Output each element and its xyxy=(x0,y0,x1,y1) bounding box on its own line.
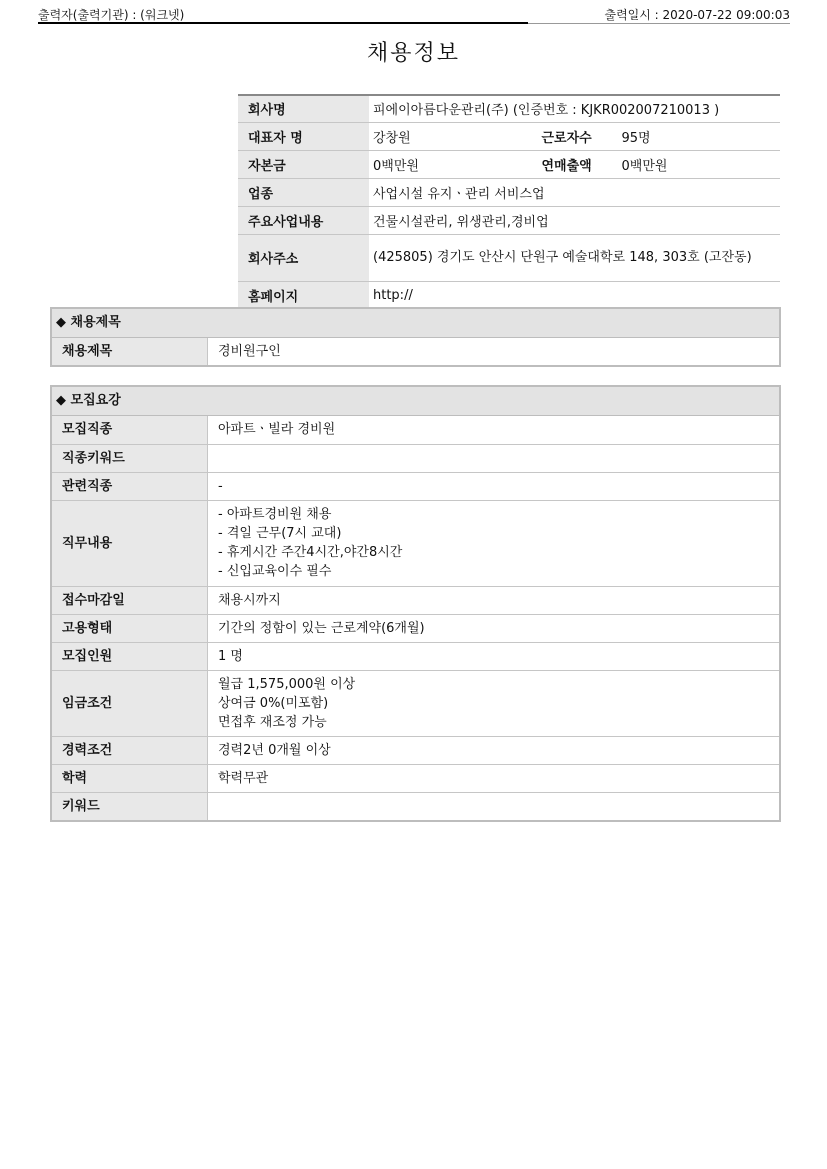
value-line: 기간의 정함이 있는 근로계약(6개월) xyxy=(218,620,425,636)
homepage-label: 홈페이지 xyxy=(238,281,369,309)
row-value xyxy=(208,500,780,586)
capital-value: 0백만원 xyxy=(369,150,532,178)
address-label: 회사주소 xyxy=(238,234,369,281)
job-title-section xyxy=(50,307,781,367)
value-line: - 신입교육이수 필수 xyxy=(218,564,332,579)
value-line: 아파트ㆍ빌라 경비원 xyxy=(218,422,336,438)
value-line: - 휴게시간 주간4시간,야간8시간 xyxy=(218,545,403,560)
capital-label: 자본금 xyxy=(238,150,369,178)
output-time: 출력일시 : 2020-07-22 09:00:03 xyxy=(604,8,790,22)
requirements-heading: ◆ 모집요강 xyxy=(52,387,779,416)
table-row xyxy=(52,416,779,444)
row-label: 경력조건 xyxy=(52,736,208,764)
value-line: 월급 1,575,000원 이상 xyxy=(218,676,356,692)
value-line: 학력무관 xyxy=(218,770,269,786)
company-row-name xyxy=(238,95,780,122)
table-row xyxy=(52,792,779,820)
row-value xyxy=(208,444,780,472)
employees-value: 95명 xyxy=(618,122,781,150)
value-line: 채용시까지 xyxy=(218,592,281,608)
business-label: 주요사업내용 xyxy=(238,206,369,234)
job-title-row xyxy=(52,338,779,365)
row-value xyxy=(208,472,780,500)
row-value xyxy=(208,614,780,642)
table-row xyxy=(52,764,779,792)
row-label: 직무내용 xyxy=(52,500,208,586)
company-row-business xyxy=(238,206,780,234)
requirements-table xyxy=(52,416,779,820)
row-label: 모집인원 xyxy=(52,642,208,670)
row-label: 키워드 xyxy=(52,792,208,820)
value-line: - 아파트경비원 채용 xyxy=(218,507,332,522)
row-value xyxy=(208,586,780,614)
ceo-label: 대표자 명 xyxy=(238,122,369,150)
industry-value: 사업시설 유지ㆍ관리 서비스업 xyxy=(369,178,780,206)
revenue-label: 연매출액 xyxy=(532,150,618,178)
company-name: 피에이아름다운관리(주) (인증번호 : KJKR002007210013 ) xyxy=(369,95,780,122)
row-value xyxy=(208,642,780,670)
company-row-ceo xyxy=(238,122,780,150)
job-title-heading: ◆ 채용제목 xyxy=(52,309,779,338)
row-label: 관련직종 xyxy=(52,472,208,500)
page-title: 채용정보 xyxy=(366,41,460,66)
value-line: 상여금 0%(미포함) xyxy=(218,695,329,711)
value-line: 면접후 재조정 가능 xyxy=(218,714,327,730)
company-info-table xyxy=(238,94,780,310)
output-by: 출력자(출력기관) : (워크넷) xyxy=(38,8,185,22)
revenue-value: 0백만원 xyxy=(618,150,781,178)
header-divider-bold xyxy=(38,22,528,24)
value-line: 경력2년 0개월 이상 xyxy=(218,742,331,758)
table-row xyxy=(52,586,779,614)
table-row xyxy=(52,642,779,670)
row-value xyxy=(208,736,780,764)
requirements-section xyxy=(50,385,781,822)
table-row xyxy=(52,500,779,586)
homepage-link[interactable]: http:// xyxy=(369,281,780,309)
value-line: - xyxy=(218,478,223,494)
row-label: 학력 xyxy=(52,764,208,792)
industry-label: 업종 xyxy=(238,178,369,206)
row-value xyxy=(208,792,780,820)
company-name-label: 회사명 xyxy=(238,95,369,122)
table-row xyxy=(52,736,779,764)
company-row-homepage xyxy=(238,281,780,309)
table-row xyxy=(52,670,779,736)
job-title-label: 채용제목 xyxy=(52,338,208,365)
value-line: - 격일 근무(7시 교대) xyxy=(218,526,342,541)
company-row-address xyxy=(238,234,780,281)
row-label: 직종키워드 xyxy=(52,444,208,472)
row-label: 접수마감일 xyxy=(52,586,208,614)
business-value: 건물시설관리, 위생관리,경비업 xyxy=(369,206,780,234)
company-row-industry xyxy=(238,178,780,206)
row-label: 모집직종 xyxy=(52,416,208,444)
value-line: 1 명 xyxy=(218,648,243,664)
row-value xyxy=(208,670,780,736)
row-value xyxy=(208,764,780,792)
company-row-capital xyxy=(238,150,780,178)
address-value: (425805) 경기도 안산시 단원구 예술대학로 148, 303호 (고잔동) xyxy=(369,234,780,281)
employees-label: 근로자수 xyxy=(532,122,618,150)
ceo-value: 강창원 xyxy=(369,122,532,150)
row-label: 고용형태 xyxy=(52,614,208,642)
table-row xyxy=(52,444,779,472)
table-row xyxy=(52,614,779,642)
row-label: 임금조건 xyxy=(52,670,208,736)
job-title-table xyxy=(52,338,779,365)
table-row xyxy=(52,472,779,500)
row-value xyxy=(208,416,780,444)
job-title-value: 경비원구인 xyxy=(218,344,281,359)
print-header xyxy=(38,4,790,22)
